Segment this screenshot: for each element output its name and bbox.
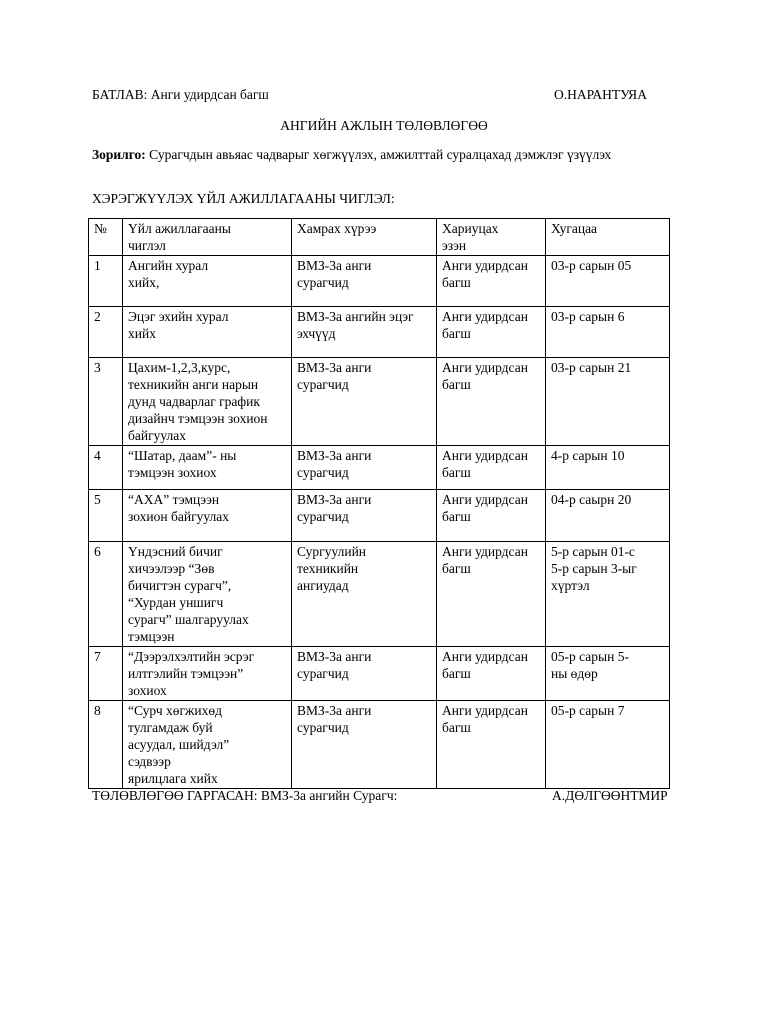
cell-deadline: 4-р сарын 10 [546, 446, 670, 490]
header-cell-responsible: Хариуцах эзэн [437, 219, 546, 256]
goal-text: Сурагчдын авьяас чадварыг хөгжүүлэх, амжилттай суралцахад дэмжлэг үзүүлэх [145, 147, 612, 162]
cell-row-number: 6 [89, 542, 123, 647]
goal-paragraph [92, 146, 682, 163]
approval-label: БАТЛАВ: Анги удирдсан багш [92, 87, 269, 102]
cell-deadline: 05-р сарын 7 [546, 701, 670, 789]
cell-row-number: 2 [89, 307, 123, 358]
cell-responsible: Анги удирдсан багш [437, 358, 546, 446]
cell-row-number: 4 [89, 446, 123, 490]
cell-activity: Эцэг эхийн хурал хийх [123, 307, 292, 358]
table-row [89, 647, 670, 701]
cell-deadline: 03-р сарын 6 [546, 307, 670, 358]
approver-name: О.НАРАНТУЯА [554, 87, 647, 102]
cell-responsible: Анги удирдсан багш [437, 701, 546, 789]
cell-responsible: Анги удирдсан багш [437, 256, 546, 307]
cell-activity: Цахим-1,2,3,курс, техникийн анги нарын дунд чадварлаг график дизайнч тэмцээн зохион байгуулах [123, 358, 292, 446]
cell-activity: “Сурч хөгжихөд тулгамдаж буй асуудал, шийдэл” сэдвээр ярилцлага хийх [123, 701, 292, 789]
prepared-by-label: ТӨЛӨВЛӨГӨӨ ГАРГАСАН: ВМЗ-3а ангийн Сурагч: [92, 788, 398, 803]
header-cell-row-number: № [89, 219, 123, 256]
cell-scope: ВМЗ-3а ангийн эцэг эхчүүд [292, 307, 437, 358]
table-row [89, 542, 670, 647]
goal-label: Зорилго: [92, 147, 146, 162]
cell-deadline: 04-р саырн 20 [546, 490, 670, 542]
table-row [89, 256, 670, 307]
header-cell-activity: Үйл ажиллагааны чиглэл [123, 219, 292, 256]
cell-row-number: 7 [89, 647, 123, 701]
cell-scope: ВМЗ-3а анги сурагчид [292, 701, 437, 789]
cell-scope: ВМЗ-3а анги сурагчид [292, 358, 437, 446]
activity-plan-table [88, 218, 670, 789]
section-heading: ХЭРЭГЖҮҮЛЭХ ҮЙЛ АЖИЛЛАГААНЫ ЧИГЛЭЛ: [92, 191, 395, 206]
table-row [89, 490, 670, 542]
cell-scope: ВМЗ-3а анги сурагчид [292, 647, 437, 701]
cell-responsible: Анги удирдсан багш [437, 542, 546, 647]
table-row [89, 358, 670, 446]
table-row [89, 701, 670, 789]
table-header-row [89, 219, 670, 256]
cell-activity: Ангийн хурал хийх, [123, 256, 292, 307]
cell-scope: ВМЗ-3а анги сурагчид [292, 490, 437, 542]
cell-responsible: Анги удирдсан багш [437, 446, 546, 490]
header-cell-deadline: Хугацаа [546, 219, 670, 256]
cell-responsible: Анги удирдсан багш [437, 490, 546, 542]
cell-row-number: 1 [89, 256, 123, 307]
header-cell-scope: Хамрах хүрээ [292, 219, 437, 256]
cell-deadline: 03-р сарын 21 [546, 358, 670, 446]
cell-scope: ВМЗ-3а анги сурагчид [292, 256, 437, 307]
cell-row-number: 8 [89, 701, 123, 789]
cell-responsible: Анги удирдсан багш [437, 647, 546, 701]
cell-deadline: 03-р сарын 05 [546, 256, 670, 307]
cell-activity: Үндэсний бичиг хичээлээр “Зөв бичигтэн сурагч”, “Хурдан уншигч сурагч” шалгаруулах тэмцээн [123, 542, 292, 647]
cell-scope: ВМЗ-3а анги сурагчид [292, 446, 437, 490]
cell-scope: Сургуулийн техникийн ангиудад [292, 542, 437, 647]
cell-deadline: 05-р сарын 5- ны өдөр [546, 647, 670, 701]
cell-deadline: 5-р сарын 01-с 5-р сарын 3-ыг хүртэл [546, 542, 670, 647]
cell-activity: “Шатар, даам”- ны тэмцээн зохиох [123, 446, 292, 490]
cell-row-number: 5 [89, 490, 123, 542]
cell-activity: “Дээрэлхэлтийн эсрэг илтгэлийн тэмцээн” зохиох [123, 647, 292, 701]
table-row [89, 307, 670, 358]
cell-responsible: Анги удирдсан багш [437, 307, 546, 358]
preparer-name: А.ДӨЛГӨӨНТМИР [552, 788, 668, 803]
table-row [89, 446, 670, 490]
cell-activity: “АХА” тэмцээн зохион байгуулах [123, 490, 292, 542]
cell-row-number: 3 [89, 358, 123, 446]
document-title: АНГИЙН АЖЛЫН ТӨЛӨВЛӨГӨӨ [280, 118, 488, 133]
